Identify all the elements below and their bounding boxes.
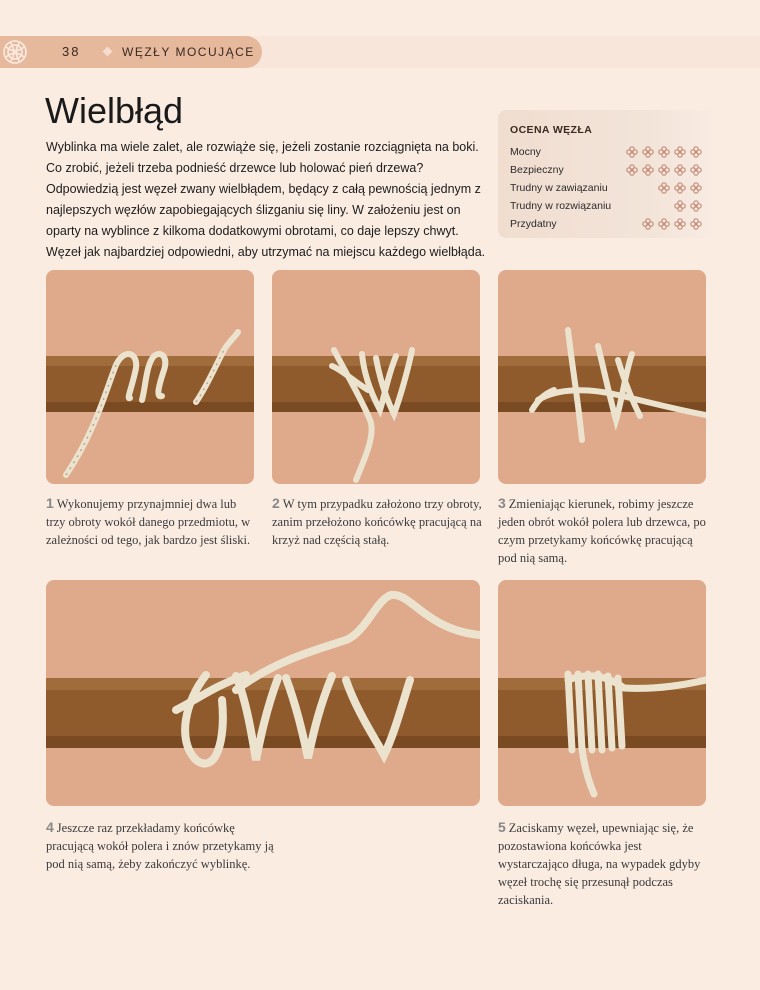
rating-star-icon [690, 218, 702, 230]
rating-title: OCENA WĘZŁA [510, 124, 593, 136]
step-number: 5 [498, 819, 506, 835]
step-2-photo [272, 270, 480, 484]
intro-paragraph: Wyblinka ma wiele zalet, ale rozwiąże się, jeżeli zostanie rozciągnięta na boki. Co zrobić, jeżeli trzeba podnieść drzewce lub holować pień drzewa? Odpowiedzią jest węzeł zwany wielbłądem, będący z całą pewnością jednym z najlepszych węzłów zapobiegających ślizganiu się liny. W założeniu jest on oparty na wyblince z kilkoma dodatkowymi obrotami, co daje lepszy chwyt. Węzeł jak najbardziej odpowiedni, aby utrzymać na miejscu każdego wielbłąda. [46, 140, 486, 259]
header-separator-diamond [103, 47, 113, 57]
header-tab [0, 36, 262, 68]
rating-star-icon [626, 164, 638, 176]
page-title: Wielbłąd [45, 90, 184, 131]
rating-label: Bezpieczny [510, 164, 564, 176]
celtic-knot-icon [2, 38, 32, 66]
rating-star-icon [642, 164, 654, 176]
step-4-caption [46, 818, 276, 873]
rating-row [510, 216, 706, 232]
rating-stars [626, 182, 706, 194]
rating-star-icon [674, 164, 686, 176]
step-number: 3 [498, 495, 506, 511]
rating-star-icon [658, 218, 670, 230]
rating-row [510, 162, 706, 178]
rating-star-icon [690, 182, 702, 194]
rating-star-icon [690, 164, 702, 176]
step-3-caption [498, 494, 712, 567]
rating-stars [626, 146, 706, 158]
step-text: Jeszcze raz przekładamy końcówkę pracującą wokół polera i znów przetykamy ją pod nią samą, żeby zakończyć wyblinkę. [46, 821, 274, 871]
rating-stars [626, 218, 706, 230]
step-2-caption [272, 494, 482, 549]
section-title: WĘZŁY MOCUJĄCE [122, 45, 255, 59]
rating-stars [626, 164, 706, 176]
step-3-photo [498, 270, 706, 484]
rating-label: Trudny w rozwiązaniu [510, 200, 612, 212]
rating-label: Przydatny [510, 218, 557, 230]
rating-star-icon [658, 146, 670, 158]
rating-star-icon [674, 218, 686, 230]
step-text: Zmieniając kierunek, robimy jeszcze jeden obrót wokół polera lub drzewca, po czym przetykamy końcówkę pracującą pod nią samą. [498, 497, 706, 565]
step-1-photo [46, 270, 254, 484]
rating-star-icon [674, 182, 686, 194]
rating-star-icon [626, 146, 638, 158]
step-text: Zaciskamy węzeł, upewniając się, że pozostawiona końcówka jest wystarczająco długa, na wypadek gdyby węzeł trochę się przesunął podczas zaciskania. [498, 821, 701, 907]
step-1-caption [46, 494, 256, 549]
rating-label: Mocny [510, 146, 541, 158]
step-text: Wykonujemy przynajmniej dwa lub trzy obroty wokół danego przedmiotu, w zależności od tego, jak bardzo jest śliski. [46, 497, 251, 547]
rating-star-icon [690, 200, 702, 212]
step-number: 1 [46, 495, 54, 511]
step-4-photo [46, 580, 480, 806]
step-number: 4 [46, 819, 54, 835]
rating-row [510, 198, 706, 214]
rating-label: Trudny w zawiązaniu [510, 182, 608, 194]
rating-star-icon [674, 146, 686, 158]
rating-row [510, 180, 706, 196]
rating-star-icon [690, 146, 702, 158]
rating-star-icon [642, 146, 654, 158]
rating-stars [626, 200, 706, 212]
rating-star-icon [658, 164, 670, 176]
step-text: W tym przypadku założono trzy obroty, zanim przełożono końcówkę pracującą na krzyż nad częścią stałą. [272, 497, 482, 547]
rating-row [510, 144, 706, 160]
step-5-photo [498, 580, 706, 806]
knot-rating-box [498, 110, 712, 238]
rating-star-icon [674, 200, 686, 212]
rating-star-icon [658, 182, 670, 194]
step-5-caption [498, 818, 712, 909]
rating-star-icon [642, 218, 654, 230]
step-number: 2 [272, 495, 280, 511]
page-number: 38 [62, 44, 81, 59]
